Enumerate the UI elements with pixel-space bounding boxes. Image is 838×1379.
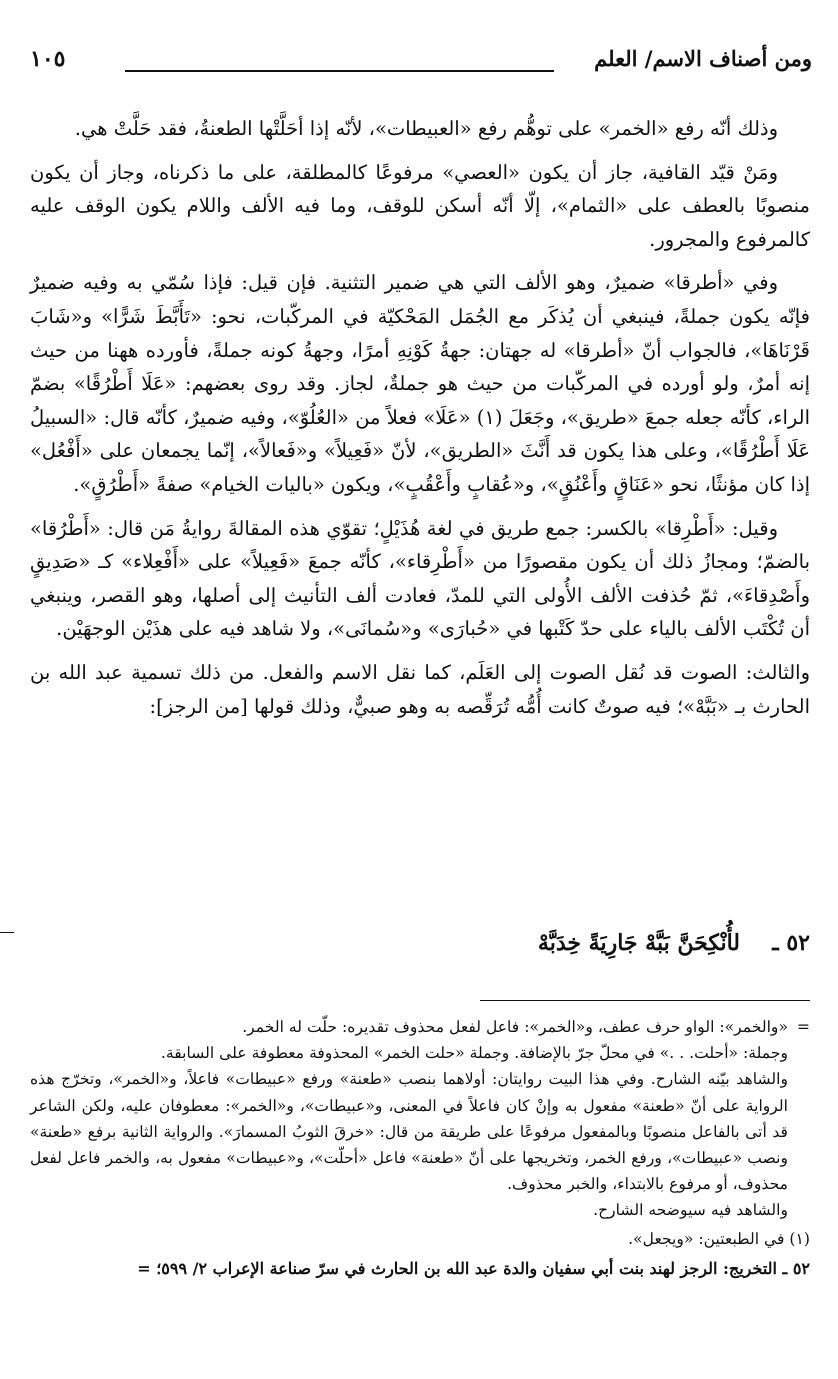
paragraph-third: والثالث: الصوت قد نُقل الصوت إلى العَلَم، كما نقل الاسم والفعل. من ذلك تسمية عبد الله بن الحارث بـ «بَبَّهْ»؛ فيه صوتٌ كانت أُمُّه تُرَقِّصه به وهو صبيٌّ، وذلك قولها [من الرجز]: [30, 660, 810, 718]
verse-number: ٥٢ ـ [772, 930, 810, 956]
footnote-1: (١) في الطبعتين: «ويجعل». [628, 1229, 810, 1248]
header-rule [125, 70, 554, 72]
continuation-mark: = [796, 1018, 810, 1036]
paragraph: وقيل: «أَطْرِقا» بالكسر: جمع طريق في لغة هُذَيْلٍ؛ تقوّي هذه المقالةَ روايةُ مَن قال: «أَطْرُقا» بالضمّ؛ ومجازُ ذلك أن يكون مقصورًا من «أَطْرِقاء»، كأنّه جمعَ «فَعِيلاً» على «أَفْعِلاء» كـ «صَدِيقٍ وأَصْدِقاءَ»، ثمّ حُذفت الألف الأُولى التي للمدّ، فعادت ألف التأنيث إلى أصلها، وهو القصر، وينبغي أن تُكْتَب الألف بالياء على حدّ كَتْبها في «حُبارَى» و«سُمانَى»، ولا شاهد فيه على هذَيْن الوجهَيْن. [30, 516, 810, 641]
footnote-line: والشاهد فيه سيوضحه الشارح. [593, 1201, 788, 1220]
footnote-line: «والخمر»: الواو حرف عطف، و«الخمر»: فاعل لفعل محذوف تقديره: حلّت له الخمر. [242, 1018, 788, 1036]
verse-text: لأُنْكِحَنَّ بَبَّهْ جَارِيَةً خِدَبَّهْ [537, 930, 740, 956]
margin-mark [0, 932, 14, 933]
footnote-line: وجملة: «أحلت. . .» في محلّ جرّ بالإضافة. وجملة «حلت الخمر» المحذوفة معطوفة على السابقة. [160, 1044, 788, 1063]
main-text [30, 112, 810, 733]
paragraph: ومَنْ قيّد القافية، جاز أن يكون «العصي» مرفوعًا كالمطلقة، على ما ذكرناه، وجاز أن يكون منصوبًا بالعطف على «الثمام»، إلّا أنّه أسكن للوقف، وما فيه الألف واللام يكون الوقف عليه كالمرفوع والمجرور. [30, 160, 810, 251]
running-header [30, 46, 812, 86]
footnotes [30, 1014, 810, 1282]
running-title: ومن أصناف الاسم/ العلم [594, 46, 812, 71]
footnote-continued [30, 1014, 788, 1224]
paragraph: وفي «أطرقا» ضميرٌ، وهو الألف التي هي ضمير التثنية. فإن قيل: فإذا سُمّي به وفيه ضميرٌ فإنّه يكون جملةً، فينبغي أن يُذكَر مع الجُمَل المَحْكيّة في المركّبات، نحو: «تَأَبَّطَ شَرًّا» و«شَابَ قَرْنَاهَا»، فالجواب أنّ «أطرقا» له جهتان: جهةُ كَوْنِهِ أمرًا، وجهةُ كونه جملةً، فأورده ههنا من حيث إنه أمرٌ، ولو أورده في المركّبات من حيث هو جملةٌ، لجاز. وقد روى بعضهم: «عَلَا أَطْرُقًا» بضمّ الراء، كأنّه جعله جمعَ «طريق»، وجَعَلَ (١) «عَلَا» فعلاً من «العُلُوّ»، وفيه ضميرٌ، كأنّه قال: «السبيلُ عَلَا أَطْرُقًا»، وعلى هذا يكون قد أَنَّثَ «الطريق»، لأنّ «فَعِيلاً» و«فَعالاً»، إنّما يجمعان على «أَفْعُل» إذا كان مؤنثًا، نحو «عَنَاقٍ وأَعْنُقٍ»، و«عُقابٍ وأَعْقُبٍ»، ويكون «باليات الخيام» صفةً «أَطْرُقٍ». [30, 271, 810, 496]
paragraph: وذلك أنّه رفع «الخمر» على توهُّم رفع «العبيطات»، لأنّه إذا أحَلَّتْها الطعنةُ، فقد حَلَّتْ هي. [74, 117, 778, 140]
verse-line [30, 930, 810, 970]
page-number: ١٠٥ [30, 46, 66, 72]
footnote-separator [480, 1000, 810, 1001]
footnote-line: والشاهد بيّنه الشارح. وفي هذا البيت روايتان: أولاهما بنصب «طعنة» ورفع «عبيطات» فاعلاً، و«الخمر»، وتخرّج هذه الرواية على أنّ «طعنة» مفعول به وإنْ كان فاعلاً في المعنى، و«عبيطات»، و«الخمر»: معطوفان عليه، ولكن الشاعر قد أتى بالفاعل منصوبًا وبالمفعول مرفوعًا على طريقة من قال: «خرقَ الثوبُ المسمارَ». والرواية الثانية برفع «طعنة» ونصب «عبيطات»، ورفع الخمر، وتخريجها على أنّ «طعنة» فاعل «أحلّت»، و«عبيطات» مفعول به، والخمر فاعل لفعل محذوف، أو مرفوع بالابتداء، والخبر محذوف. [30, 1070, 788, 1194]
takhrij-note: ٥٢ ـ التخريج: الرجز لهند بنت أبي سفيان والدة عبد الله بن الحارث في سرّ صناعة الإعراب ٢/ ٥٩٩؛ = [137, 1258, 810, 1278]
